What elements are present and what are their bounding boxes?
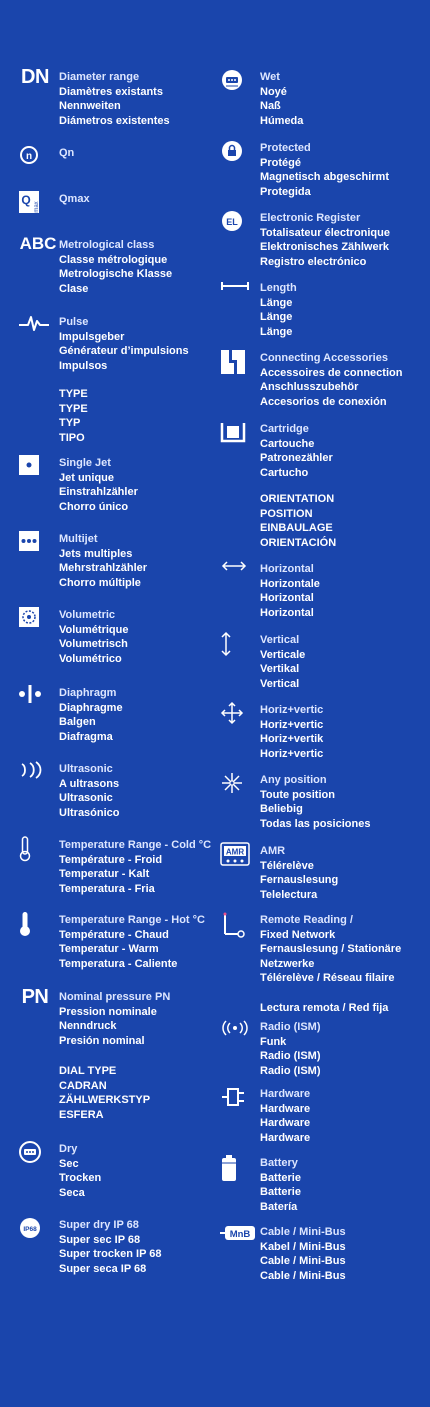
legend-entry-translation: A ultrasons xyxy=(59,777,120,790)
legend-entry-title: Vertical xyxy=(260,634,300,646)
legend-entry-title: Qmax xyxy=(59,193,90,205)
legend-entry-label xyxy=(260,1156,301,1214)
legend-entry-translation: Totalisateur électronique xyxy=(260,226,390,239)
legend-entry-title: Protected xyxy=(260,142,311,154)
legend-entry-translation: Presión nominal xyxy=(59,1034,145,1047)
legend-entry-title: DIAL TYPE xyxy=(59,1065,117,1077)
legend-entry-translation: Temperatur - Warm xyxy=(59,943,159,956)
legend-entry-translation: Länge xyxy=(260,296,293,309)
legend-entry-translation: Horiz+vertic xyxy=(260,718,324,731)
legend-entry-translation: POSITION xyxy=(260,507,313,520)
legend-entry-translation: Accessoires de connection xyxy=(260,366,403,379)
legend-entry-translation: Diafragma xyxy=(59,730,113,743)
legend-entry-translation: Fixed Network xyxy=(260,928,336,941)
legend-entry-translation: Cable / Mini-Bus xyxy=(260,1269,346,1282)
legend-entry-translation: Verticale xyxy=(260,648,306,661)
legend-entry-title: Any position xyxy=(260,774,327,786)
legend-entry-label xyxy=(260,70,303,128)
legend-entry-translation: Nenndruck xyxy=(59,1020,117,1033)
abc-icon-text: ABC xyxy=(19,234,57,253)
dn-icon-text: DN xyxy=(21,65,49,88)
legend-entry-title: Single Jet xyxy=(59,457,111,469)
legend-entry-translation: Húmeda xyxy=(260,114,304,127)
legend-entry-title: Temperature Range - Cold °C xyxy=(59,839,212,851)
legend-entry-translation: Balgen xyxy=(59,716,96,729)
legend-entry-translation: Hardware xyxy=(260,1131,311,1144)
legend-entry-title: Dry xyxy=(59,1143,78,1155)
legend-entry-translation: Länge xyxy=(260,325,293,338)
legend-entry-title: Battery xyxy=(260,1157,298,1169)
legend-entry-translation: Netzwerke xyxy=(260,957,315,970)
legend-entry-translation: Jets multiples xyxy=(59,547,133,560)
radio-ism-icon xyxy=(220,1018,250,1038)
amr-icon xyxy=(220,842,250,866)
horiz-vertic-arrows-icon xyxy=(220,701,244,725)
legend-entry-title: Connecting Accessories xyxy=(260,352,388,364)
legend-entry-translation: Magnetisch abgeschirmt xyxy=(260,171,389,184)
legend-entry-translation: Vertical xyxy=(260,677,300,690)
legend-entry-label xyxy=(260,211,390,269)
legend-entry-translation: Ultrasónico xyxy=(59,806,120,819)
legend-entry-translation: Horiz+vertic xyxy=(260,747,324,760)
diaphragm-icon xyxy=(18,684,42,704)
legend-entry-translation: Elektronisches Zählwerk xyxy=(260,241,389,254)
legend-entry-translation: Horizontal xyxy=(260,606,314,619)
legend-entry-translation: Hardware xyxy=(260,1117,311,1130)
legend-entry-translation: Accesorios de conexión xyxy=(260,395,387,408)
legend-entry-title: Super dry IP 68 xyxy=(59,1219,139,1231)
legend-entry-translation: Hardware xyxy=(260,1102,311,1115)
legend-entry-translation: Horiz+vertik xyxy=(260,733,324,746)
legend-entry-label xyxy=(59,1142,101,1200)
battery-icon xyxy=(220,1154,238,1182)
legend-entry-translation: Générateur d’impulsions xyxy=(59,345,189,358)
legend-entry-title: Diameter range xyxy=(59,71,140,83)
vertical-arrow-icon xyxy=(220,631,232,657)
legend-entry-label xyxy=(59,686,123,744)
legend-entry-translation: Jet unique xyxy=(59,471,115,484)
legend-entry-translation: Super sec IP 68 xyxy=(59,1233,141,1246)
horizontal-arrow-icon xyxy=(220,560,248,572)
legend-entry-label xyxy=(260,703,323,761)
hardware-icon xyxy=(220,1085,246,1109)
legend-entry-title: Horiz+vertic xyxy=(260,704,324,716)
legend-entry-translation: Sec xyxy=(59,1157,79,1170)
length-icon xyxy=(220,279,250,293)
legend-entry-label xyxy=(260,913,401,1015)
connecting-accessories-icon xyxy=(220,349,246,375)
legend-entry-translation: Clase xyxy=(59,282,89,295)
legend-entry-translation: Toute position xyxy=(260,788,335,801)
protected-icon xyxy=(220,139,244,163)
legend-entry-translation: Impulsgeber xyxy=(59,330,125,343)
legend-entry-translation: Protégé xyxy=(260,156,301,169)
legend-entry-translation: Volumétrico xyxy=(59,652,122,665)
legend-entry-title: TYPE xyxy=(59,388,88,400)
legend-entry-title: AMR xyxy=(260,845,286,857)
legend-entry-title: Volumetric xyxy=(59,609,116,621)
legend-entry-translation: Horizontal xyxy=(260,592,314,605)
legend-entry-translation: Batterie xyxy=(260,1186,301,1199)
legend-entry-translation: Cartouche xyxy=(260,437,315,450)
legend-entry-label xyxy=(59,838,211,896)
pn-icon xyxy=(18,986,52,1008)
legend-entry-label xyxy=(260,492,336,550)
legend-right-column xyxy=(220,0,430,1407)
pulse-icon xyxy=(18,313,50,333)
legend-entry-label xyxy=(260,141,389,199)
svg-text:EL: EL xyxy=(226,217,238,227)
any-position-icon xyxy=(220,771,244,795)
legend-entry-translation: Protegida xyxy=(260,185,311,198)
legend-entry-translation: Nennweiten xyxy=(59,100,121,113)
legend-entry-translation: Einstrahlzähler xyxy=(59,486,138,499)
legend-entry-translation: Lectura remota / Red fija xyxy=(260,1001,389,1014)
legend-entry-title: Cartridge xyxy=(260,423,309,435)
legend-entry-translation: Registro electrónico xyxy=(260,255,367,268)
legend-entry-translation: Cartucho xyxy=(260,466,309,479)
legend-entry-translation: Chorro único xyxy=(59,500,129,513)
svg-text:MnB: MnB xyxy=(229,1229,251,1240)
legend-entry-translation: Télérelève xyxy=(260,859,314,872)
legend-entry-translation: EINBAULAGE xyxy=(260,522,333,535)
legend-entry-translation: Kabel / Mini-Bus xyxy=(260,1240,346,1253)
thermometer-hot-icon xyxy=(18,911,32,937)
legend-entry-translation: Pression nominale xyxy=(59,1005,157,1018)
legend-entry-translation: Diaphragme xyxy=(59,701,123,714)
legend-left-column xyxy=(0,0,210,1407)
legend-entry-title: Radio (ISM) xyxy=(260,1021,321,1033)
legend-entry-translation: Diamètres existants xyxy=(59,85,163,98)
svg-text:IP68: IP68 xyxy=(23,1226,37,1233)
legend-entry-translation: TIPO xyxy=(59,431,85,444)
legend-entry-translation: Ultrasonic xyxy=(59,792,113,805)
legend-entry-translation: Température - Froid xyxy=(59,853,163,866)
legend-entry-label xyxy=(260,633,305,691)
legend-entry-translation: Länge xyxy=(260,311,293,324)
single-jet-icon xyxy=(18,454,40,476)
legend-entry-translation: Patronezähler xyxy=(260,452,333,465)
electronic-register-icon xyxy=(220,209,244,233)
legend-entry-label xyxy=(59,238,172,296)
legend-entry-label xyxy=(260,773,370,831)
legend-entry-translation: Mehrstrahlzähler xyxy=(59,562,148,575)
legend-entry-translation: ORIENTACIÓN xyxy=(260,536,337,549)
legend-entry-translation: Volumétrique xyxy=(59,623,129,636)
legend-entry-translation: Super trocken IP 68 xyxy=(59,1248,162,1261)
legend-entry-title: Hardware xyxy=(260,1088,311,1100)
svg-text:AMR: AMR xyxy=(225,847,245,857)
legend-entry-translation: Trocken xyxy=(59,1172,102,1185)
legend-entry-label xyxy=(59,608,128,666)
legend-entry-translation: TYP xyxy=(59,417,81,430)
legend-entry-label xyxy=(59,315,189,373)
legend-entry-title: Pulse xyxy=(59,316,89,328)
legend-entry-translation: Horizontale xyxy=(260,577,320,590)
legend-entry-title: Cable / Mini-Bus xyxy=(260,1226,346,1238)
legend-entry-translation: ZÄHLWERKSTYP xyxy=(59,1094,151,1107)
legend-entry-label xyxy=(59,990,170,1048)
legend-entry-title: Length xyxy=(260,282,297,294)
legend-entry-label xyxy=(260,422,333,480)
legend-entry-translation: Volumetrisch xyxy=(59,638,128,651)
ultrasonic-icon xyxy=(18,760,44,780)
legend-entry-translation: Super seca IP 68 xyxy=(59,1262,147,1275)
pn-icon-text: PN xyxy=(21,985,49,1008)
cartridge-icon xyxy=(220,420,246,444)
qmax-icon xyxy=(18,190,40,214)
legend-entry-translation: Vertikal xyxy=(260,663,300,676)
svg-text:max: max xyxy=(34,201,40,213)
legend-entry-translation: Telelectura xyxy=(260,888,318,901)
remote-reading-icon xyxy=(220,911,246,941)
legend-entry-label xyxy=(260,281,297,339)
legend-entry-translation: Batterie xyxy=(260,1171,301,1184)
legend-entry-title: Multijet xyxy=(59,533,98,545)
legend-entry-title: Ultrasonic xyxy=(59,763,113,775)
legend-entry-title: Diaphragm xyxy=(59,687,117,699)
legend-entry-label xyxy=(260,1020,321,1078)
legend-entry-label xyxy=(59,532,147,590)
legend-entry-translation: Impulsos xyxy=(59,359,108,372)
legend-entry-label xyxy=(59,192,90,207)
legend-entry-label xyxy=(260,562,320,620)
legend-entry-translation: Chorro múltiple xyxy=(59,576,141,589)
qn-icon xyxy=(18,144,40,166)
dn-icon xyxy=(18,66,52,88)
legend-entry-translation: Radio (ISM) xyxy=(260,1050,321,1063)
legend-entry-translation: Seca xyxy=(59,1186,85,1199)
volumetric-icon xyxy=(18,606,40,628)
legend-entry-translation: Beliebig xyxy=(260,803,303,816)
legend-entry-title: Electronic Register xyxy=(260,212,361,224)
legend-entry-label xyxy=(260,1087,310,1145)
svg-text:n: n xyxy=(25,151,33,162)
legend-entry-translation: ESFERA xyxy=(59,1108,104,1121)
legend-entry-translation xyxy=(260,986,401,1001)
legend-entry-translation: Fernauslesung xyxy=(260,874,339,887)
legend-entry-translation: Metrologische Klasse xyxy=(59,268,173,281)
legend-entry-label xyxy=(59,456,138,514)
legend-entry-translation: Noyé xyxy=(260,85,287,98)
legend-entry-translation: Télérelève / Réseau filaire xyxy=(260,972,395,985)
wet-icon xyxy=(220,68,244,92)
legend-entry-title: ORIENTATION xyxy=(260,493,335,505)
legend-entry-title: Temperature Range - Hot °C xyxy=(59,914,205,926)
legend-entry-translation: Diámetros existentes xyxy=(59,114,170,127)
legend-entry-translation: Temperatura - Fria xyxy=(59,882,155,895)
legend-entry-translation: Température - Chaud xyxy=(59,928,169,941)
legend-entry-title: Metrological class xyxy=(59,239,155,251)
legend-entry-translation: Cable / Mini-Bus xyxy=(260,1255,346,1268)
legend-entry-label xyxy=(260,844,338,902)
legend-entry-label xyxy=(59,1064,150,1122)
thermometer-cold-icon xyxy=(18,836,32,862)
legend-entry-label xyxy=(59,913,205,971)
legend-entry-title: Horizontal xyxy=(260,563,314,575)
legend-entry-title: Qn xyxy=(59,147,75,159)
legend-entry-translation: Todas las posiciones xyxy=(260,817,371,830)
legend-entry-translation: Radio (ISM) xyxy=(260,1064,321,1077)
legend-entry-translation: Temperatura - Caliente xyxy=(59,957,178,970)
legend-entry-translation: Fernauslesung / Stationäre xyxy=(260,943,402,956)
legend-entry-label xyxy=(59,1218,162,1276)
legend-entry-label xyxy=(59,762,120,820)
svg-text:Q: Q xyxy=(21,193,31,207)
legend-entry-translation: Anschlusszubehör xyxy=(260,381,359,394)
dry-icon xyxy=(18,1140,42,1164)
legend-entry-label xyxy=(59,146,74,161)
legend-entry-label xyxy=(59,387,88,445)
cable-mini-bus-icon xyxy=(220,1223,256,1243)
legend-entry-title: Nominal pressure PN xyxy=(59,991,171,1003)
legend-entry-translation: Naß xyxy=(260,100,281,113)
legend-entry-title: Wet xyxy=(260,71,280,83)
multijet-icon xyxy=(18,530,40,552)
legend-entry-label xyxy=(260,1225,346,1283)
abc-icon xyxy=(18,234,58,254)
legend-entry-translation: Funk xyxy=(260,1035,287,1048)
legend-entry-translation: Temperatur - Kalt xyxy=(59,868,150,881)
super-dry-ip68-icon xyxy=(18,1216,42,1240)
legend-entry-translation: Batería xyxy=(260,1200,298,1213)
legend-entry-label xyxy=(59,70,170,128)
legend-entry-translation: TYPE xyxy=(59,402,88,415)
legend-entry-translation: Classe métrologique xyxy=(59,253,168,266)
legend-entry-translation: CADRAN xyxy=(59,1079,107,1092)
legend-entry-label xyxy=(260,351,402,409)
legend-entry-title: Remote Reading / xyxy=(260,914,353,926)
